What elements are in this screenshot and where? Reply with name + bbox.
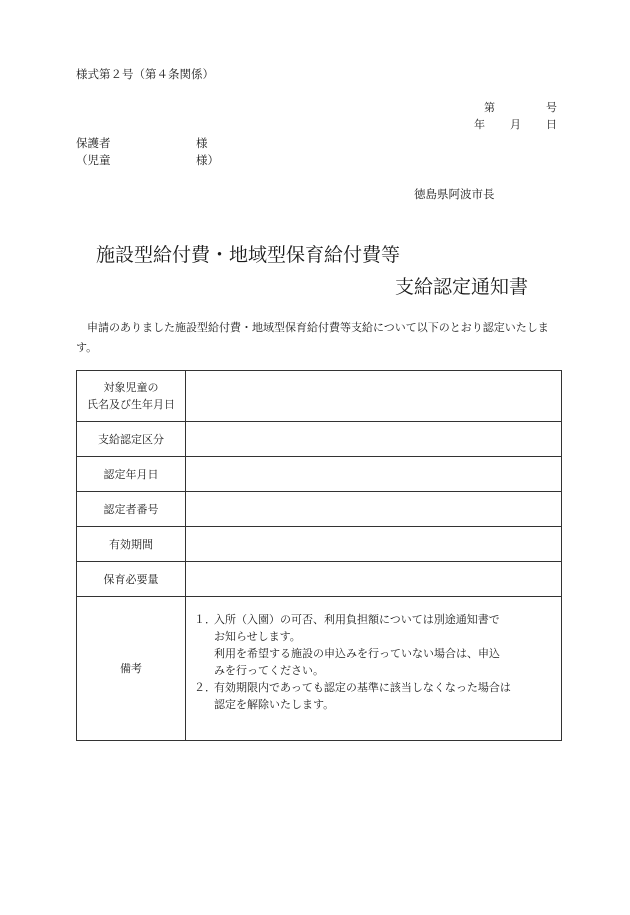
table-row [77, 371, 562, 422]
note-body [214, 679, 553, 713]
row-value-validity-period [186, 527, 562, 562]
row-label-certified-number: 認定者番号 [77, 492, 186, 527]
row-label-child-info [77, 371, 186, 422]
child-label: （児童 [76, 153, 111, 167]
certification-table [76, 370, 562, 741]
guardian-label: 保護者 [76, 136, 111, 150]
date-month-label: 月 [510, 118, 521, 131]
note-line: 入所（入園）の可否、利用負担額については別途通知書で [214, 613, 500, 626]
intro-text: 申請のありました施設型給付費・地域型保育給付費等支給について以下のとおり認定いたします。 [76, 321, 549, 354]
note-item-1 [194, 611, 553, 679]
guardian-honorific: 様 [196, 136, 208, 150]
table-row [77, 492, 562, 527]
note-body [214, 611, 553, 679]
row-value-notes [186, 597, 562, 741]
note-line: 認定を解除いたします。 [214, 698, 335, 711]
date-year-label: 年 [474, 118, 485, 131]
note-number: １． [194, 613, 216, 626]
table-row [77, 457, 562, 492]
row-label-validity-period: 有効期間 [77, 527, 186, 562]
table-row [77, 527, 562, 562]
table-row [77, 597, 562, 741]
row-label-child-line1: 対象児童の [103, 381, 159, 394]
row-value-category [186, 422, 562, 457]
note-line: みを行ってください。 [214, 664, 324, 677]
row-value-childcare-amount [186, 562, 562, 597]
note-line: 有効期限内であっても認定の基準に該当しなくなった場合は [214, 681, 511, 694]
issuer-name: 徳島県阿波市長 [414, 187, 495, 201]
row-label-certification-date: 認定年月日 [77, 457, 186, 492]
row-label-notes: 備考 [77, 597, 186, 741]
document-title-line1: 施設型給付費・地域型保育給付費等 [96, 244, 401, 266]
document-number-suffix: 号 [546, 101, 557, 114]
table-row [77, 562, 562, 597]
note-line: お知らせします。 [214, 630, 301, 643]
form-number: 様式第２号（第４条関係） [76, 67, 214, 81]
date-day-label: 日 [546, 118, 557, 131]
row-value-certification-date [186, 457, 562, 492]
note-line: 利用を希望する施設の申込みを行っていない場合は、申込 [214, 647, 500, 660]
row-value-certified-number [186, 492, 562, 527]
document-number-prefix: 第 [484, 101, 495, 114]
row-value-child-info [186, 371, 562, 422]
note-number: ２． [194, 681, 216, 694]
note-item-2 [194, 679, 553, 713]
row-label-category: 支給認定区分 [77, 422, 186, 457]
child-honorific: 様） [196, 153, 219, 167]
row-label-child-line2: 氏名及び生年月日 [87, 398, 175, 411]
notes-content [186, 597, 561, 723]
document-title-line2: 支給認定通知書 [395, 276, 529, 298]
table-row [77, 422, 562, 457]
row-label-childcare-amount: 保育必要量 [77, 562, 186, 597]
